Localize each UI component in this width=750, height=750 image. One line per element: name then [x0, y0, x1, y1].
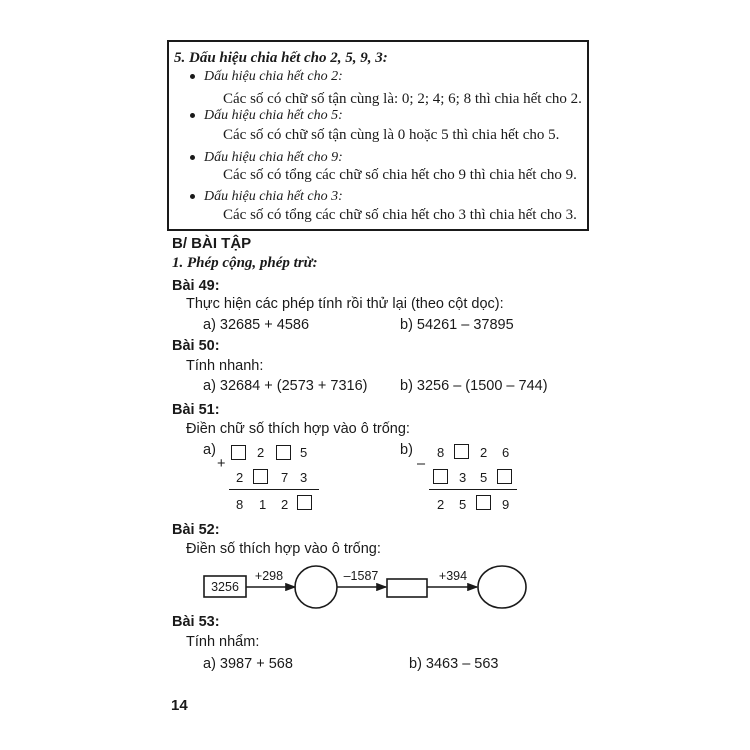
exercise-51a-label: a) — [203, 442, 216, 458]
exercise-52-instruction: Điền số thích hợp vào ô trống: — [186, 541, 381, 557]
divisibility-9-rule: Các số có tổng các chữ số chia hết cho 9 thì chia hết cho 9. — [223, 167, 577, 183]
exercise-51b-label: b) — [400, 442, 413, 458]
divisibility-2-rule: Các số có chữ số tận cùng là: 0; 2; 4; 6; 8 thì chia hết cho 2. — [223, 91, 582, 107]
section-subtitle: 1. Phép cộng, phép trừ: — [172, 255, 318, 271]
digit: 8 — [236, 497, 244, 512]
bullet-icon — [190, 74, 195, 79]
bullet-icon — [190, 113, 195, 118]
section-title: B/ BÀI TẬP — [172, 235, 252, 252]
exercise-52-title: Bài 52: — [172, 522, 220, 538]
exercise-51-instruction: Điền chữ số thích hợp vào ô trống: — [186, 421, 410, 437]
blank-box[interactable] — [476, 495, 491, 510]
number-chain-diagram — [195, 558, 535, 620]
digit: 6 — [502, 445, 510, 460]
difference-line — [429, 489, 517, 490]
blank-box[interactable] — [433, 469, 448, 484]
digit: 9 — [502, 497, 510, 512]
digit: 5 — [300, 445, 308, 460]
digit: 1 — [259, 497, 267, 512]
exercise-53-b: b) 3463 – 563 — [409, 656, 499, 672]
digit: 3 — [300, 470, 308, 485]
divisibility-5-rule: Các số có chữ số tận cùng là 0 hoặc 5 thì chia hết cho 5. — [223, 127, 560, 143]
digit: 2 — [437, 497, 445, 512]
blank-box[interactable] — [497, 469, 512, 484]
digit: 5 — [459, 497, 467, 512]
answer-circle[interactable] — [478, 566, 526, 608]
exercise-53-instruction: Tính nhẩm: — [186, 634, 260, 650]
page-number: 14 — [171, 697, 188, 714]
theory-title: 5. Dấu hiệu chia hết cho 2, 5, 9, 3: — [174, 50, 388, 66]
digit: 2 — [480, 445, 488, 460]
blank-box[interactable] — [231, 445, 246, 460]
divisibility-2-label: Dấu hiệu chia hết cho 2: — [190, 69, 343, 85]
exercise-49-title: Bài 49: — [172, 278, 220, 294]
digit: 2 — [281, 497, 289, 512]
bullet-icon — [190, 194, 195, 199]
digit: 8 — [437, 445, 445, 460]
divisibility-3-rule: Các số có tổng các chữ số chia hết cho 3 thì chia hết cho 3. — [223, 207, 577, 223]
digit: 2 — [236, 470, 244, 485]
minus-sign: – — [417, 456, 426, 472]
sum-line — [229, 489, 319, 490]
operation-1: +298 — [254, 569, 284, 583]
exercise-53-a: a) 3987 + 568 — [203, 656, 293, 672]
exercise-51-title: Bài 51: — [172, 402, 220, 418]
blank-box[interactable] — [253, 469, 268, 484]
divisibility-3-label: Dấu hiệu chia hết cho 3: — [190, 189, 343, 205]
start-value: 3256 — [211, 580, 239, 594]
divisibility-5-label: Dấu hiệu chia hết cho 5: — [190, 108, 343, 124]
exercise-53-title: Bài 53: — [172, 614, 220, 630]
digit: 2 — [257, 445, 265, 460]
operation-3: +394 — [438, 569, 468, 583]
digit: 7 — [281, 470, 289, 485]
blank-box[interactable] — [297, 495, 312, 510]
exercise-50-title: Bài 50: — [172, 338, 220, 354]
blank-box[interactable] — [276, 445, 291, 460]
exercise-49-instruction: Thực hiện các phép tính rồi thử lại (theo cột dọc): — [186, 296, 504, 312]
digit: 5 — [480, 470, 488, 485]
exercise-49-b: b) 54261 – 37895 — [400, 317, 514, 333]
blank-box[interactable] — [454, 444, 469, 459]
answer-circle[interactable] — [295, 566, 337, 608]
operation-2: –1587 — [343, 569, 379, 583]
exercise-50-b: b) 3256 – (1500 – 744) — [400, 378, 548, 394]
exercise-50-a: a) 32684 + (2573 + 7316) — [203, 378, 368, 394]
exercise-50-instruction: Tính nhanh: — [186, 358, 264, 374]
plus-sign: + — [217, 456, 226, 472]
divisibility-9-label: Dấu hiệu chia hết cho 9: — [190, 150, 343, 166]
exercise-49-a: a) 32685 + 4586 — [203, 317, 310, 333]
answer-box[interactable] — [387, 579, 427, 597]
bullet-icon — [190, 155, 195, 160]
digit: 3 — [459, 470, 467, 485]
